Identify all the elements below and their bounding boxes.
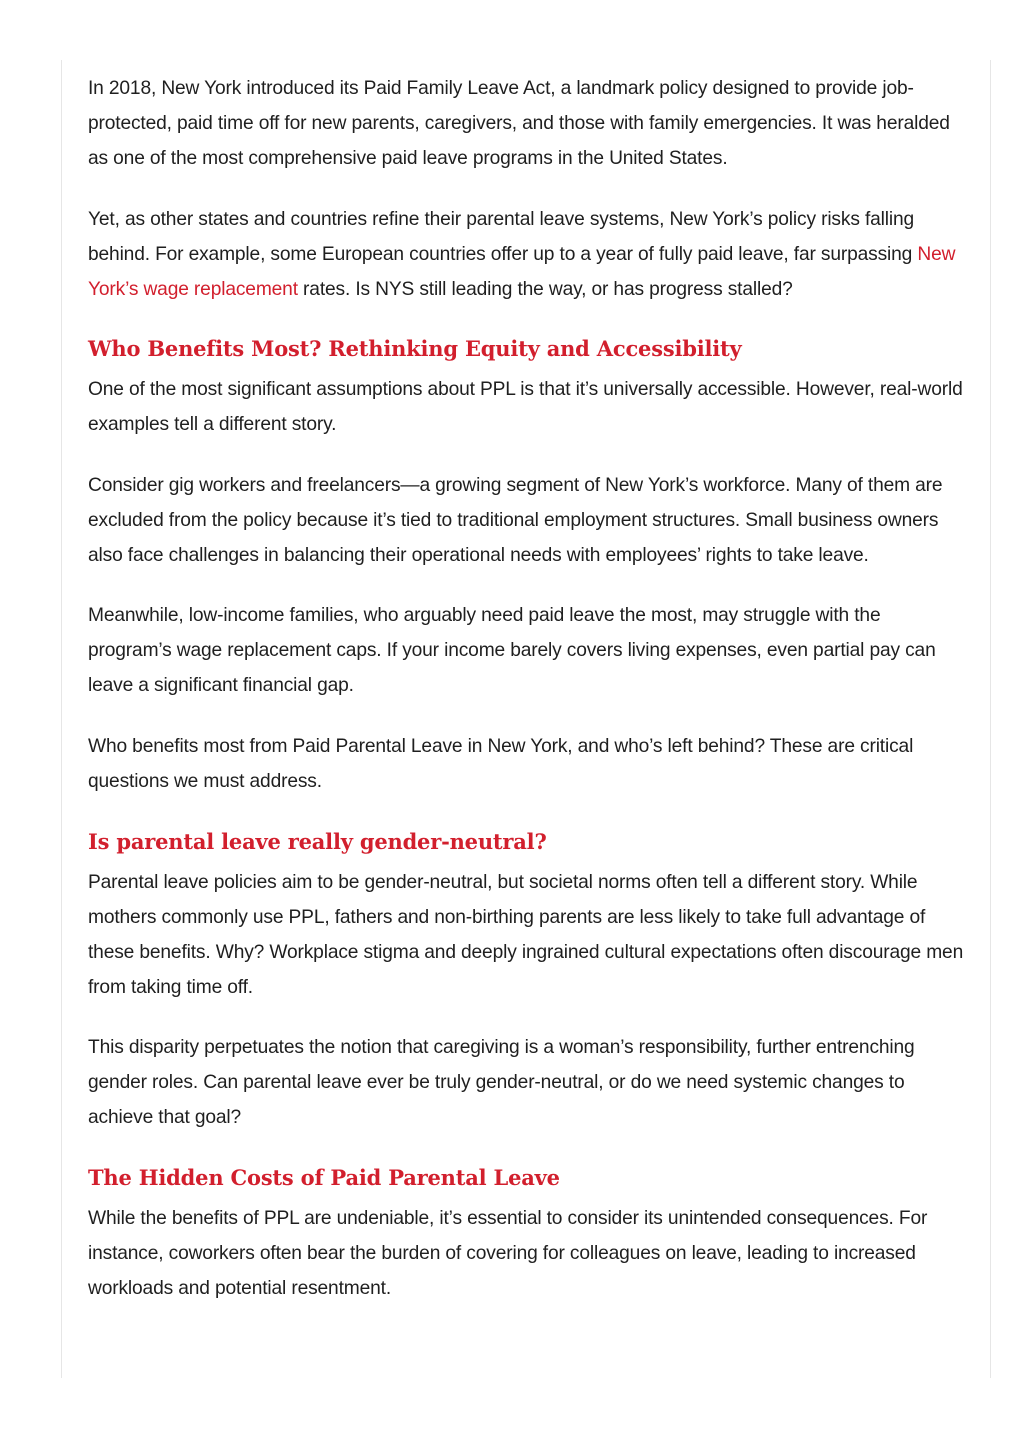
paragraph-low-income: Meanwhile, low-income families, who arguably need paid leave the most, may struggle with the program’s wage replacement caps. If your income barely covers living expenses, even partial pay can leave a significant financial gap. <box>88 605 936 696</box>
wage-replacement-link[interactable]: New York’s wage replacement <box>88 243 956 300</box>
article-body <box>88 71 968 1332</box>
heading-hidden-costs: The Hidden Costs of Paid Parental Leave <box>88 1165 560 1190</box>
paragraph-consequences: While the benefits of PPL are undeniable, it’s essential to consider its unintended consequences. For instance, coworkers often bear the burden of covering for colleagues on leave, leading to increased workloads and potential resentment. <box>88 1208 928 1299</box>
paragraph-falling-behind <box>88 202 968 307</box>
paragraph-disparity: This disparity perpetuates the notion that caregiving is a woman’s responsibility, further entrenching gender roles. Can parental leave ever be truly gender-neutral, or do we need systemic changes to achieve that goal? <box>88 1037 915 1128</box>
paragraph-text-after-link: rates. Is NYS still leading the way, or has progress stalled? <box>297 278 793 300</box>
paragraph-gig-workers: Consider gig workers and freelancers—a growing segment of New York’s workforce. Many of them are excluded from the policy because it’s tied to traditional employment structures. Small business owners also face challenges in balancing their operational needs with employees’ rights to take leave. <box>88 474 943 566</box>
paragraph-text-before-link: Yet, as other states and countries refine their parental leave systems, New York’s policy risks falling behind. For example, some European countries offer up to a year of fully paid leave, far surpassing <box>88 208 918 265</box>
paragraph-assumptions: One of the most significant assumptions about PPL is that it’s universally accessible. However, real-world examples tell a different story. <box>88 379 963 435</box>
paragraph-who-left-behind: Who benefits most from Paid Parental Leave in New York, and who’s left behind? These are critical questions we must address. <box>88 735 914 792</box>
heading-who-benefits: Who Benefits Most? Rethinking Equity and Accessibility <box>88 336 742 361</box>
paragraph-intro: In 2018, New York introduced its Paid Family Leave Act, a landmark policy designed to provide job-protected, paid time off for new parents, caregivers, and those with family emergencies. It was heralded as one of the most comprehensive paid leave programs in the United States. <box>88 78 950 169</box>
heading-gender-neutral: Is parental leave really gender-neutral? <box>88 828 547 854</box>
paragraph-gender-norms: Parental leave policies aim to be gender-neutral, but societal norms often tell a different story. While mothers commonly use PPL, fathers and non-birthing parents are less likely to take full advantage of these benefits. Why? Workplace stigma and deeply ingrained cultural expectations often discourage men from taking time off. <box>88 871 964 998</box>
